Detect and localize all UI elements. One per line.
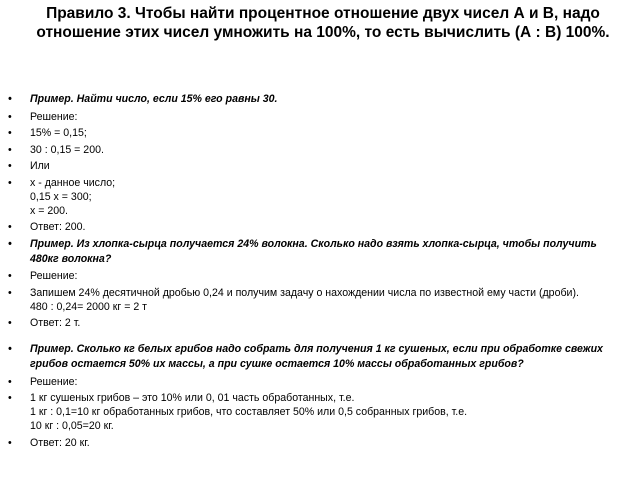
text-line: • Решение:: [30, 270, 78, 282]
text-line: 10 кг : 0,05=20 кг.: [30, 420, 114, 432]
list-item: [8, 176, 628, 218]
list-item: [8, 126, 628, 140]
list-item: [8, 316, 628, 330]
example-1-question: [8, 92, 628, 107]
answer-line: • Ответ: 200.: [30, 221, 86, 233]
text-line: • 15% = 0,15;: [30, 127, 87, 139]
text-line: • 30 : 0,15 = 200.: [30, 143, 104, 156]
text-line: • Пример. Сколько кг белых грибов надо собрать для получения 1 кг сушеных, если при обработке свежих грибов остается 50% их массы, а при сушке остается 10% массы обработанных грибов?: [30, 343, 603, 370]
text-line: • Решение:: [30, 375, 78, 388]
text-line: • Или: [30, 160, 50, 172]
bullet-list: [8, 92, 628, 452]
text-line: 480 : 0,24= 2000 кг = 2 т: [30, 300, 148, 313]
text-line: 1 кг : 0,1=10 кг обработанных грибов, что составляет 50% или 0,5 собранных грибов, т.е.: [30, 406, 468, 418]
text-line: • 1 кг сушеных грибов – это 10% или 0, 01 часть обработанных, т.е.: [30, 392, 355, 404]
text-line: • Решение:: [30, 110, 78, 123]
list-item: [8, 159, 628, 173]
list-item: [8, 436, 628, 450]
list-item: [8, 110, 628, 124]
text-line: х = 200.: [30, 204, 68, 217]
list-item: [8, 286, 628, 314]
list-item: [8, 375, 628, 389]
text-line: • Пример. Из хлопка-сырца получается 24% волокна. Сколько надо взять хлопка-сырца, чтобы получить 480кг волокна?: [30, 237, 597, 265]
answer-line: • Ответ: 20 кг.: [30, 436, 90, 449]
list-item: [8, 143, 628, 157]
slide-title: Правило 3. Чтобы найти процентное отношение двух чисел А и В, надо отношение этих чисел умножить на 100%, то есть вычислить (А : В) 100%.: [36, 5, 610, 41]
text-line: • Запишем 24% десятичной дробью 0,24 и получим задачу о нахождении числа по известной ему части (дроби).: [30, 286, 579, 299]
example-3-question: [8, 342, 628, 372]
example-2-question: [8, 237, 628, 267]
text-line: 0,15 х = 300;: [30, 190, 92, 203]
text-line: • Пример. Найти число, если 15% его равны 30.: [30, 93, 278, 105]
list-item: [8, 391, 628, 433]
list-item: [8, 269, 628, 283]
answer-line: • Ответ: 2 т.: [30, 317, 81, 329]
text-line: • х - данное число;: [30, 176, 116, 189]
list-item: [8, 220, 628, 234]
